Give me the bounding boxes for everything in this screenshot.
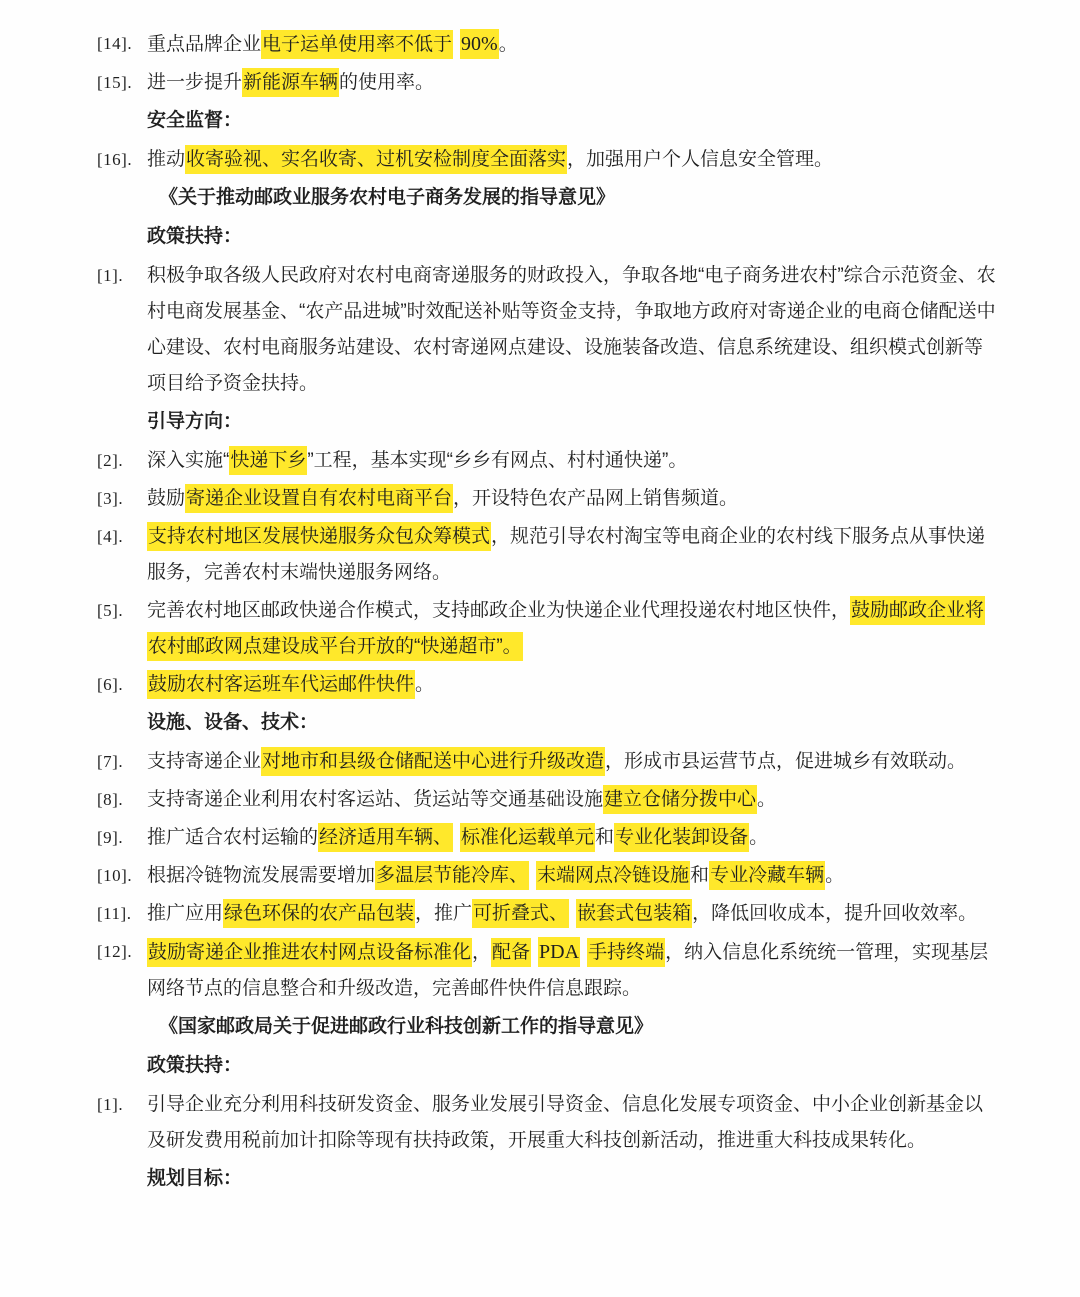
text-segment: 的使用率。 (339, 72, 435, 93)
section-heading (97, 705, 1000, 741)
highlighted-segment: 建立仓储分拨中心 (603, 785, 757, 814)
heading-text: 规划目标： (147, 1168, 243, 1189)
highlighted-segment: 嵌套式包装箱 (576, 899, 692, 928)
item-text (147, 519, 1000, 591)
list-item (97, 443, 1000, 479)
text-segment (569, 896, 576, 932)
item-text (147, 65, 1000, 101)
highlighted-segment: 90% (460, 29, 499, 59)
text-segment: 。 (825, 865, 845, 886)
text-segment (453, 27, 460, 63)
text-segment: 完善农村地区邮政快递合作模式，支持邮政企业为快递企业代理投递农村地区快件， (147, 600, 851, 621)
section-heading (97, 404, 1000, 440)
item-number: [4]. (97, 527, 124, 546)
text-segment: 和 (595, 827, 615, 848)
text-segment: ， (472, 942, 492, 963)
item-number: [11]. (97, 904, 132, 923)
heading-text: 政策扶持： (147, 1055, 243, 1076)
text-segment: 推广应用 (147, 903, 224, 924)
section-heading (97, 1161, 1000, 1197)
item-text (147, 934, 1000, 1007)
text-segment: 积极争取各级人民政府对农村电商寄递服务的财政投入，争取各地“电子商务进农村”综合示范资金、农村电商发展基金、“农产品进城”时效配送补贴等资金支持，争取地方政府对寄递企业的电商仓储配送中心建设、农村电商服务站建设、农村寄递网点建设、设施装备改造、信息系统建设、组织模式创新等项目给予资金扶持。 (147, 265, 996, 394)
text-segment: 推广适合农村运输的 (147, 827, 319, 848)
highlighted-segment: 多温层节能冷库、 (375, 861, 529, 890)
highlighted-segment: 对地市和县级仓储配送中心进行升级改造 (261, 747, 605, 776)
text-segment: 推动 (147, 149, 186, 170)
item-text (147, 744, 1000, 780)
item-number: [1]. (97, 1095, 124, 1114)
item-text (147, 858, 1000, 894)
item-text (147, 820, 1000, 856)
item-number: [16]. (97, 150, 133, 169)
title-text: 《关于推动邮政业服务农村电子商务发展的指导意见》 (159, 187, 616, 208)
item-number: [1]. (97, 266, 124, 285)
text-segment: 。 (757, 789, 777, 810)
list-item (97, 1087, 1000, 1159)
list-item (97, 481, 1000, 517)
section-heading (97, 103, 1000, 139)
list-item (97, 142, 1000, 178)
text-segment: ，降低回收成本，提升回收效率。 (692, 903, 978, 924)
item-number: [12]. (97, 942, 133, 961)
section-heading (97, 1048, 1000, 1084)
highlighted-segment: 末端网点冷链设施 (536, 861, 690, 890)
list-item (97, 934, 1000, 1007)
item-text (147, 142, 1000, 178)
text-segment: 深入实施“ (147, 450, 230, 471)
text-segment: 支持寄递企业 (147, 751, 262, 772)
highlighted-segment: 配备 (491, 938, 531, 967)
item-number: [3]. (97, 489, 124, 508)
list-item (97, 593, 1000, 665)
highlighted-segment: 可折叠式、 (472, 899, 569, 928)
list-item (97, 258, 1000, 402)
text-segment: ，规范引导农村淘宝等电商企业的农村线下服务点从事快递服务，完善农村末端快递服务网络。 (147, 526, 986, 583)
item-number: [5]. (97, 601, 124, 620)
section-heading (97, 219, 1000, 255)
highlighted-segment: 寄递企业设置自有农村电商平台 (185, 484, 453, 513)
document-title (97, 1009, 1000, 1045)
list-item (97, 820, 1000, 856)
item-text (147, 443, 1000, 479)
highlighted-segment: 手持终端 (587, 938, 665, 967)
text-segment (529, 858, 536, 894)
highlighted-segment: 收寄验视、实名收寄、过机安检制度全面落实 (185, 145, 567, 174)
highlighted-segment: 鼓励邮政企业将农村邮政网点建设成平台开放的“快递超市”。 (147, 596, 985, 661)
item-text (147, 782, 1000, 818)
text-segment: 重点品牌企业 (147, 34, 262, 55)
highlighted-segment: 快递下乡 (229, 446, 307, 475)
list-item (97, 667, 1000, 703)
text-segment: 进一步提升 (147, 72, 243, 93)
highlighted-segment: 专业化装卸设备 (614, 823, 749, 852)
text-segment: 。 (749, 827, 769, 848)
highlighted-segment: 经济适用车辆、 (318, 823, 453, 852)
heading-text: 安全监督： (147, 110, 243, 131)
list-item (97, 744, 1000, 780)
list-item (97, 858, 1000, 894)
item-number: [2]. (97, 451, 124, 470)
text-segment: 。 (498, 34, 518, 55)
text-segment (531, 935, 538, 971)
highlighted-segment: 新能源车辆 (242, 68, 339, 97)
heading-text: 设施、设备、技术： (147, 712, 319, 733)
item-number: [10]. (97, 866, 133, 885)
list-item (97, 782, 1000, 818)
item-text (147, 26, 1000, 63)
text-segment: ，推广 (415, 903, 473, 924)
text-segment: 。 (415, 674, 435, 695)
item-number: [8]. (97, 790, 124, 809)
list-item (97, 65, 1000, 101)
item-text (147, 481, 1000, 517)
heading-text: 引导方向： (147, 411, 243, 432)
text-segment: 鼓励 (147, 488, 186, 509)
text-segment: 和 (690, 865, 710, 886)
highlighted-segment: PDA (538, 937, 580, 967)
item-number: [14]. (97, 34, 133, 53)
item-text (147, 593, 1000, 665)
text-segment: 根据冷链物流发展需要增加 (147, 865, 376, 886)
item-text (147, 1087, 1000, 1159)
highlighted-segment: 标准化运载单元 (460, 823, 595, 852)
item-text (147, 896, 1000, 932)
highlighted-segment: 支持农村地区发展快递服务众包众筹模式 (147, 522, 491, 551)
text-segment: ，开设特色农产品网上销售频道。 (453, 488, 739, 509)
text-segment: ，形成市县运营节点，促进城乡有效联动。 (605, 751, 967, 772)
item-text (147, 667, 1000, 703)
list-item (97, 26, 1000, 63)
title-text: 《国家邮政局关于促进邮政行业科技创新工作的指导意见》 (159, 1016, 654, 1037)
highlighted-segment: 专业冷藏车辆 (709, 861, 825, 890)
text-segment: 支持寄递企业利用农村客运站、货运站等交通基础设施 (147, 789, 604, 810)
text-segment: ”工程，基本实现“乡乡有网点、村村通快递”。 (307, 450, 688, 471)
list-item (97, 519, 1000, 591)
item-number: [15]. (97, 73, 133, 92)
text-segment: 引导企业充分利用科技研发资金、服务业发展引导资金、信息化发展专项资金、中小企业创新基金以及研发费用税前加计扣除等现有扶持政策，开展重大科技创新活动，推进重大科技成果转化。 (147, 1094, 984, 1151)
text-segment: ，加强用户个人信息安全管理。 (567, 149, 834, 170)
heading-text: 政策扶持： (147, 226, 243, 247)
item-number: [7]. (97, 752, 124, 771)
highlighted-segment: 鼓励农村客运班车代运邮件快件 (147, 670, 415, 699)
highlighted-segment: 鼓励寄递企业推进农村网点设备标准化 (147, 938, 472, 967)
item-text (147, 258, 1000, 402)
text-segment (453, 820, 460, 856)
document-body (97, 26, 1000, 1197)
item-number: [9]. (97, 828, 124, 847)
highlighted-segment: 电子运单使用率不低于 (261, 30, 453, 59)
item-number: [6]. (97, 675, 124, 694)
text-segment (580, 935, 587, 971)
highlighted-segment: 绿色环保的农产品包装 (223, 899, 415, 928)
list-item (97, 896, 1000, 932)
document-title (97, 180, 1000, 216)
text-segment: ，纳入信息化系统统一管理，实现基层网络节点的信息整合和升级改造，完善邮件快件信息跟踪。 (147, 942, 989, 999)
